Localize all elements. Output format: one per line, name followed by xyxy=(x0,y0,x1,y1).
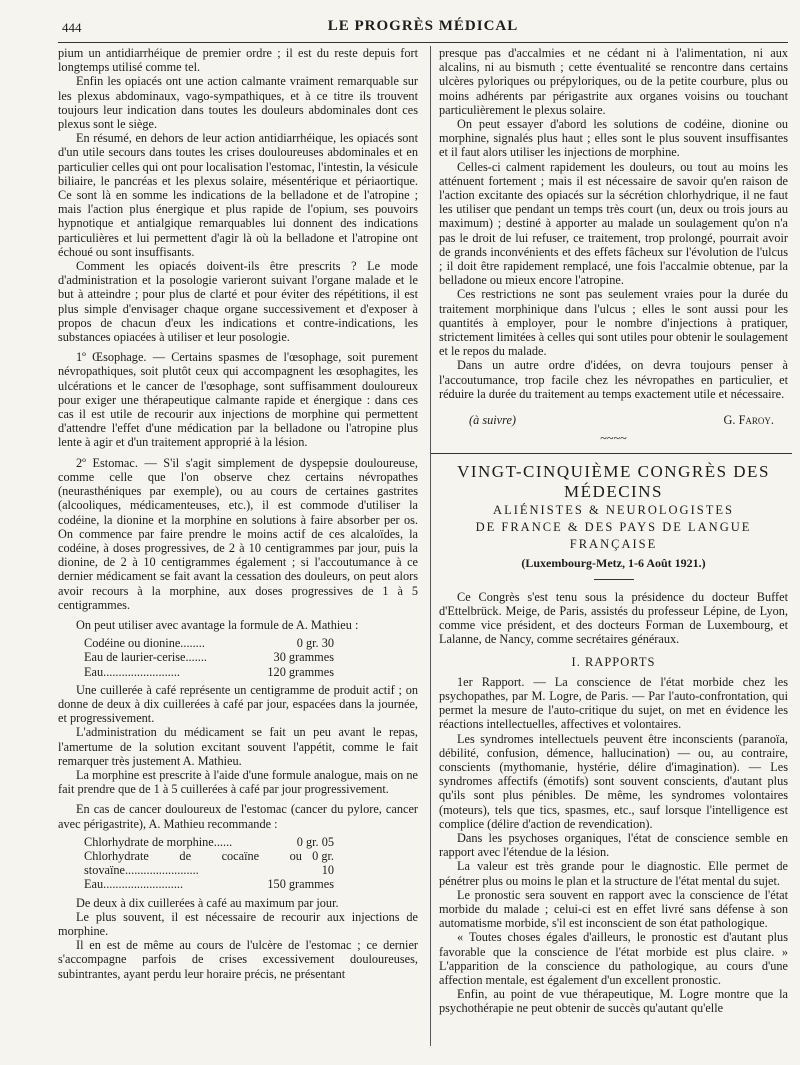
section-divider xyxy=(431,453,792,454)
paragraph: Celles-ci calment rapidement les douleurs, ou tout au moins les atténuent fortement ; mais il est nécessaire de savoir qu'en raison de l'action excitante des opiacés sur la sécrétion chlorhydrique, il ne faut les utiliser que pendant un temps très court (un, deux ou trois jours au maximum) ; destiné à apporter au malade un soulagement qu'on n'a pas le droit de lui refuser, ce traitement, trop prolongé, pourrait avoir de grands inconvénients et des effets fâcheux sur l'évolution de l'ulcus ; il doit être rapidement remplacé, une fois l'accalmie obtenue, par la belladone ou mieux encore l'atropine. xyxy=(439,159,788,288)
paragraph: Il en est de même au cours de l'ulcère de l'estomac ; ce dernier s'accompagne parfois de crises excessivement douloureuses, subintrantes, ayant perdu leur horaire précis, ne présentant xyxy=(58,938,418,981)
paragraph: On peut essayer d'abord les solutions de codéine, dionine ou morphine, signalés plus haut ; elles sont le plus souvent insuffisantes et il faut alors utiliser les injections de morphine. xyxy=(439,117,788,160)
paragraph: Enfin les opiacés ont une action calmante vraiment remarquable sur les plexus abdominaux, vago-sympathiques, et à ce titre ils trouvent toujours leur indication dans toutes les douleurs abdominales dont ces plexus sont le siège. xyxy=(58,74,418,132)
paragraph: Enfin, au point de vue thérapeutique, M. Logre montre que la psychothérapie ne peut obtenir de succès qu'autant qu'elle xyxy=(439,987,788,1016)
paragraph: En cas de cancer douloureux de l'estomac (cancer du pylore, cancer avec périgastrite), A. Mathieu recommande : xyxy=(58,802,418,831)
congress-subtitle-2: DE FRANCE & DES PAYS DE LANGUE FRANÇAISE xyxy=(475,520,752,552)
author-signature: G. Faroy. xyxy=(723,413,774,428)
signature-row xyxy=(439,413,788,427)
running-title: LE PROGRÈS MÉDICAL xyxy=(327,18,519,34)
page-number: 444 xyxy=(62,20,82,35)
paragraph: Comment les opiacés doivent-ils être prescrits ? Le mode d'administration et la posologie varieront suivant l'organe malade et le but à atteindre ; pour plus de clarté et pour éviter des répétitions, il est plus simple d'envisager chaque organe successivement et d'exposer à propos de chacun d'eux les indications et contre-indications, les substances opiacées à utiliser et leur posologie. xyxy=(58,259,418,345)
page-header xyxy=(58,14,788,38)
paragraph: Dans un autre ordre d'idées, on devra toujours penser à l'accoutumance, trop facile chez les névropathes en particulier, et réduire la durée du traitement au temps exactement utile et nécessaire. xyxy=(439,358,788,401)
formula-row: Codéine ou dionine........ 0 gr. 30 xyxy=(84,636,334,651)
paragraph: En résumé, en dehors de leur action antidiarrhéique, les opiacés sont d'un utile secours dans toutes les crises douloureuses abdominales et en particulier celles qui ont pour localisation l'estomac, l'intestin, la vésicule biliaire, le pancréas et les plexus solaire, mésentérique et périaortique. Ce sont là en somme les indications de la belladone et de l'atropine ; mais l'action plus énergique et plus rapide de l'opium, ses pouvoirs hypnotique et antialgique remarquables lui donnent des indications particulières et lui permettent d'agir là où la belladone et l'atropine ont échoué ou sont insuffisants. xyxy=(58,131,418,259)
paragraph: La valeur est très grande pour le diagnostic. Elle permet de pénétrer plus ou moins le plan et la structure de l'état mental du sujet. xyxy=(439,859,788,888)
congress-title: VINGT-CINQUIÈME CONGRÈS DES MÉDECINS xyxy=(457,462,770,502)
paragraph: L'administration du médicament se fait un peu avant le repas, l'amertume de la solution excitant souvent l'appétit, comme le fait remarquer très justement A. Mathieu. xyxy=(58,725,418,768)
congress-place: (Luxembourg-Metz, 1-6 Août 1921.) xyxy=(521,556,706,571)
paragraph: La morphine est prescrite à l'aide d'une formule analogue, mais on ne fait prendre que de 1 à 5 cuillerées à café par jour progressivement. xyxy=(58,767,418,797)
right-column xyxy=(430,46,788,1046)
paragraph: « Toutes choses égales d'ailleurs, le pronostic est d'autant plus favorable que la conscience de l'état morbide est plus claire. » L'apparition de la conscience du pathologique, au cours d'une affection mentale, est également d'un excellent pronostic. xyxy=(439,930,788,987)
paragraph: pium un antidiarrhéique de premier ordre ; il est du reste depuis fort longtemps utilisé comme tel. xyxy=(58,46,418,75)
paragraph: Dans les psychoses organiques, l'état de conscience semble en rapport avec l'étendue de la lésion. xyxy=(439,830,788,860)
left-column xyxy=(58,46,418,981)
to-be-continued: (à suivre) xyxy=(469,413,517,428)
formula-mathieu xyxy=(84,636,418,679)
formula-row: Eau.......................... 150 grammes xyxy=(84,877,334,892)
congress-subtitle: ALIÉNISTES & NEUROLOGISTES xyxy=(493,503,734,518)
ornament: ~~~~ xyxy=(600,431,627,446)
paragraph: Les syndromes intellectuels peuvent être inconscients (paranoïa, débilité, confusion, démence, hallucination) — ou, au contraire, conscients (mythomanie, hystérie, délire d'imagination). — Les syndromes affectifs (émotifs) sont souvent conscients, d'autant plus qu'ils sont plus pénibles. De même, les syndromes volontaires (moteurs), tels que tics, spasmes, etc., sauf lorsque l'intelligence est complice (délire d'action de revendication). xyxy=(439,731,788,831)
paragraph: Ce Congrès s'est tenu sous la présidence du docteur Buffet d'Ettelbrück. Meige, de Paris, assistés du professeur Lépine, de Lyon, comme vice président, et des docteurs Forman de Luxembourg, et Lalanne, de Nancy, comme secrétaires généraux. xyxy=(439,589,788,647)
paragraph: Le plus souvent, il est nécessaire de recourir aux injections de morphine. xyxy=(58,909,418,938)
section-heading: I. RAPPORTS xyxy=(571,654,656,669)
formula-cancer xyxy=(84,835,418,892)
formula-row: Eau......................... 120 grammes xyxy=(84,664,334,679)
paragraph: Le pronostic sera souvent en rapport avec la conscience de l'état morbide du malade ; celui-ci est en effet livré sans défense à son automatisme morbide, s'il est inconscient de son état pathologique. xyxy=(439,887,788,931)
paragraph: De deux à dix cuillerées à café au maximum par jour. xyxy=(76,895,339,910)
section-estomac: 2º Estomac. — S'il s'agit simplement de dyspepsie douloureuse, comme celle que l'on observe chez certains névropathes (neurasthéniques par exemple), ou au cours de certaines gastrites (alcooliques, médicamenteuses, etc.), il est commode d'utiliser la codéine, la dionine et la morphine en solutions à faire absorber per os. On commence par faire prendre le moins actif de ces alcaloïdes, la codéine, à doses progressives, de 2 à 10 centigrammes par jour, puis la dionine, de 2 à 10 centigrammes également ; si l'accoutumance à ce dernier médicament se fait avant la cessation des douleurs, on peut alors avoir recours à la morphine, aux doses progressives de 1 à 5 centigrammes. xyxy=(58,455,418,612)
header-rule xyxy=(58,42,788,43)
formula-intro: On peut utiliser avec avantage la formule de A. Mathieu : xyxy=(76,617,359,632)
paragraph: Une cuillerée à café représente un centigramme de produit actif ; on donne de deux à dix cuillerées à café par jour, espacées dans la journée, et progressivement. xyxy=(58,682,418,726)
paragraph: 1er Rapport. — La conscience de l'état morbide chez les psychopathes, par M. Logre, de Paris. — Par l'auto-confrontation, qui permet la mesure de l'auto-critique du sujet, on met en évidence les réactions intellectuelles, affectives et volontaires. xyxy=(439,674,788,732)
paragraph: Ces restrictions ne sont pas seulement vraies pour la durée du traitement morphinique dans l'ulcus ; elles le sont aussi pour les quantités à employer, pour le nombre d'injections à pratiquer, strictement limitées à celles qui sont utiles pour obtenir le soulagement et le repos du malade. xyxy=(439,287,789,359)
section-oesophage: 1º Œsophage. — Certains spasmes de l'œsophage, soit purement névropathiques, soit plutôt ceux qui accompagnent les œsophagites, les ulcérations et le cancer de l'œsophage, sont suffisamment douloureux pour exiger une thérapeutique calmante rapide et énergique : dans ces cas il est utile de recourir aux injections de morphine qui permettent d'attendre l'effet d'une médication par la belladone ou l'atropine plus lente à agir et d'un traitement approprié à la lésion. xyxy=(58,350,418,450)
short-rule xyxy=(594,579,634,580)
paragraph: presque pas d'accalmies et ne cédant ni à l'alimentation, ni aux alcalins, ni au bismuth ; cette éventualité se rencontre dans certains ulcères pyloriques ou prépyloriques, ou de la petite courbure, plus ou moins adhérents par périgastrite aux organes voisins ou touchant particulièrement le plexus solaire. xyxy=(439,46,788,117)
formula-row: Eau de laurier-cerise....... 30 grammes xyxy=(84,650,334,665)
formula-row: Chlorhydrate de cocaïne ou stovaïne........................ 0 gr. 10 xyxy=(84,848,334,878)
formula-row: Chlorhydrate de morphine...... 0 gr. 05 xyxy=(84,834,334,849)
